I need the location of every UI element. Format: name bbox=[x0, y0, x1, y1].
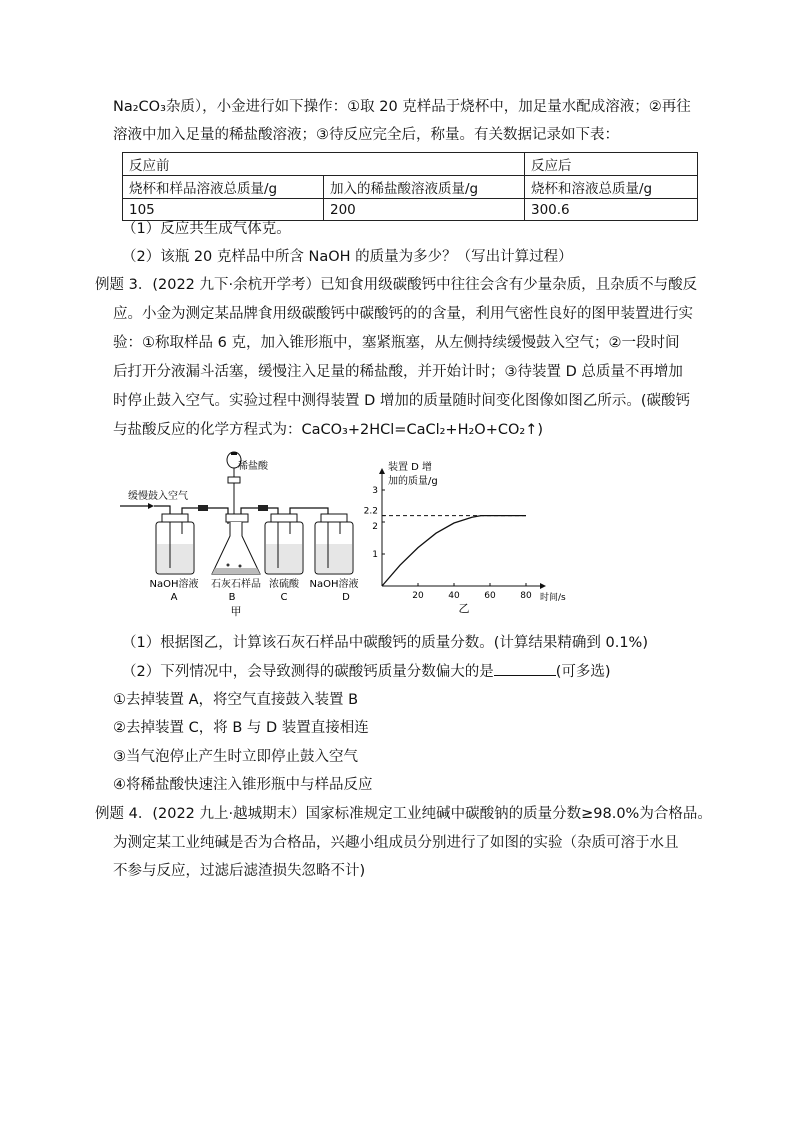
col-header: 烧杯和溶液总质量/g bbox=[525, 176, 698, 199]
question-1: （1）反应共生成气体克。 bbox=[122, 221, 291, 237]
example4-line-3: 不参与反应，过滤后滤渣损失忽略不计) bbox=[113, 863, 366, 879]
x-axis-arrow-icon bbox=[540, 583, 546, 589]
y-axis-arrow-icon bbox=[379, 468, 385, 474]
y-axis-label-line1: 装置 D 增 bbox=[388, 462, 433, 473]
table-row bbox=[123, 153, 698, 176]
figure-caption-yi: 乙 bbox=[458, 602, 470, 615]
bottle-d bbox=[315, 514, 353, 574]
label-a: A bbox=[170, 592, 178, 603]
option-1: ①去掉装置 A，将空气直接鼓入装置 B bbox=[113, 692, 359, 708]
data-table bbox=[122, 152, 698, 221]
chart bbox=[360, 458, 600, 620]
example4-line-2: 为测定某工业纯碱是否为合格品，兴趣小组成员分别进行了如图的实验（杂质可溶于水且 bbox=[113, 835, 679, 851]
y-tick-label: 3 bbox=[372, 486, 378, 496]
example3-line-1: 例题 3．(2022 九下·余杭开学考）已知食用级碳酸钙中往往会含有少量杂质，且杂质不与酸反 bbox=[95, 277, 698, 293]
col-header: 烧杯和样品溶液总质量/g bbox=[123, 176, 324, 199]
example3-line-3: 验：①称取样品 6 克，加入锥形瓶中，塞紧瓶塞，从左侧持续缓慢鼓入空气；②一段时间 bbox=[113, 335, 680, 351]
option-4: ④将稀盐酸快速注入锥形瓶中与样品反应 bbox=[113, 777, 373, 793]
bottle-d-content: NaOH溶液 bbox=[309, 579, 359, 590]
y-tick-label: 2.2 bbox=[363, 506, 378, 517]
label-d: D bbox=[342, 592, 350, 603]
question-2: （2）该瓶 20 克样品中所含 NaOH 的质量为多少？（写出计算过程） bbox=[122, 249, 573, 265]
sub-question-2-text: （2）下列情况中，会导致测得的碳酸钙质量分数偏大的是 bbox=[122, 664, 494, 680]
table-cell: 105 bbox=[123, 199, 324, 221]
sub-question-2 bbox=[122, 661, 611, 682]
example4-line-1: 例题 4．(2022 九上·越城期末）国家标准规定工业纯碱中碳酸钠的质量分数≥98.0%为合格品。 bbox=[95, 806, 712, 822]
option-2: ②去掉装置 C，将 B 与 D 装置直接相连 bbox=[113, 720, 369, 736]
x-tick-label: 60 bbox=[484, 591, 496, 601]
table-cell: 200 bbox=[324, 199, 525, 221]
after-header: 反应后 bbox=[525, 153, 698, 176]
y-tick-label: 1 bbox=[372, 550, 378, 560]
x-axis-label: 时间/s bbox=[540, 593, 566, 603]
example3-line-2: 应。小金为测定某品牌食用级碳酸钙中碳酸钙的的含量，利用气密性良好的图甲装置进行实 bbox=[113, 306, 693, 322]
table-row bbox=[123, 176, 698, 199]
before-header: 反应前 bbox=[123, 153, 525, 176]
label-b: B bbox=[228, 592, 236, 603]
sub-question-1: （1）根据图乙，计算该石灰石样品中碳酸钙的质量分数。(计算结果精确到 0.1%) bbox=[122, 635, 648, 651]
arrow-head-icon bbox=[148, 503, 154, 509]
chart-marks bbox=[382, 516, 526, 586]
bottle-c-content: 浓硫酸 bbox=[269, 579, 299, 590]
chart-labels bbox=[364, 460, 566, 615]
figure-caption-jia: 甲 bbox=[230, 605, 242, 618]
acid-label: 稀盐酸 bbox=[238, 461, 268, 472]
example3-line-5: 时停止鼓入空气。实验过程中测得装置 D 增加的质量随时间变化图像如图乙所示。(碳酸钙 bbox=[113, 393, 691, 409]
x-tick-label: 40 bbox=[448, 591, 460, 601]
table-cell: 300.6 bbox=[525, 199, 698, 221]
apparatus-diagram bbox=[118, 448, 378, 620]
y-tick-label: 2 bbox=[372, 522, 378, 532]
bottle-c bbox=[265, 514, 303, 574]
clamp-icon bbox=[258, 505, 268, 511]
intro-line-2: 溶液中加入足量的稀盐酸溶液；③待反应完全后，称量。有关数据记录如下表： bbox=[113, 127, 619, 143]
x-tick-label: 80 bbox=[520, 591, 532, 601]
intro-line-1: Na₂CO₃杂质），小金进行如下操作：①取 20 克样品于烧杯中，加足量水配成溶液；②再往 bbox=[113, 99, 691, 115]
series-line bbox=[382, 516, 526, 586]
clamp-icon bbox=[198, 505, 208, 511]
label-c: C bbox=[280, 592, 288, 603]
sub-question-2-note: (可多选) bbox=[555, 664, 611, 680]
example3-line-6: 与盐酸反应的化学方程式为：CaCO₃+2HCl=CaCl₂+H₂O+CO₂↑) bbox=[113, 422, 544, 438]
bottle-a-content: NaOH溶液 bbox=[149, 579, 199, 590]
option-3: ③当气泡停止产生时立即停止鼓入空气 bbox=[113, 749, 358, 765]
bottle-a bbox=[156, 514, 194, 574]
x-tick-label: 20 bbox=[412, 591, 424, 601]
y-axis-label-line2: 加的质量/g bbox=[388, 476, 438, 487]
col-header: 加入的稀盐酸溶液质量/g bbox=[324, 176, 525, 199]
answer-blank[interactable] bbox=[494, 661, 556, 676]
air-label: 缓慢鼓入空气 bbox=[128, 491, 188, 502]
table-row bbox=[123, 199, 698, 221]
example3-line-4: 后打开分液漏斗活塞，缓慢注入足量的稀盐酸，并开始计时；③待装置 D 总质量不再增加 bbox=[113, 364, 683, 380]
flask-b-content: 石灰石样品 bbox=[211, 579, 261, 590]
